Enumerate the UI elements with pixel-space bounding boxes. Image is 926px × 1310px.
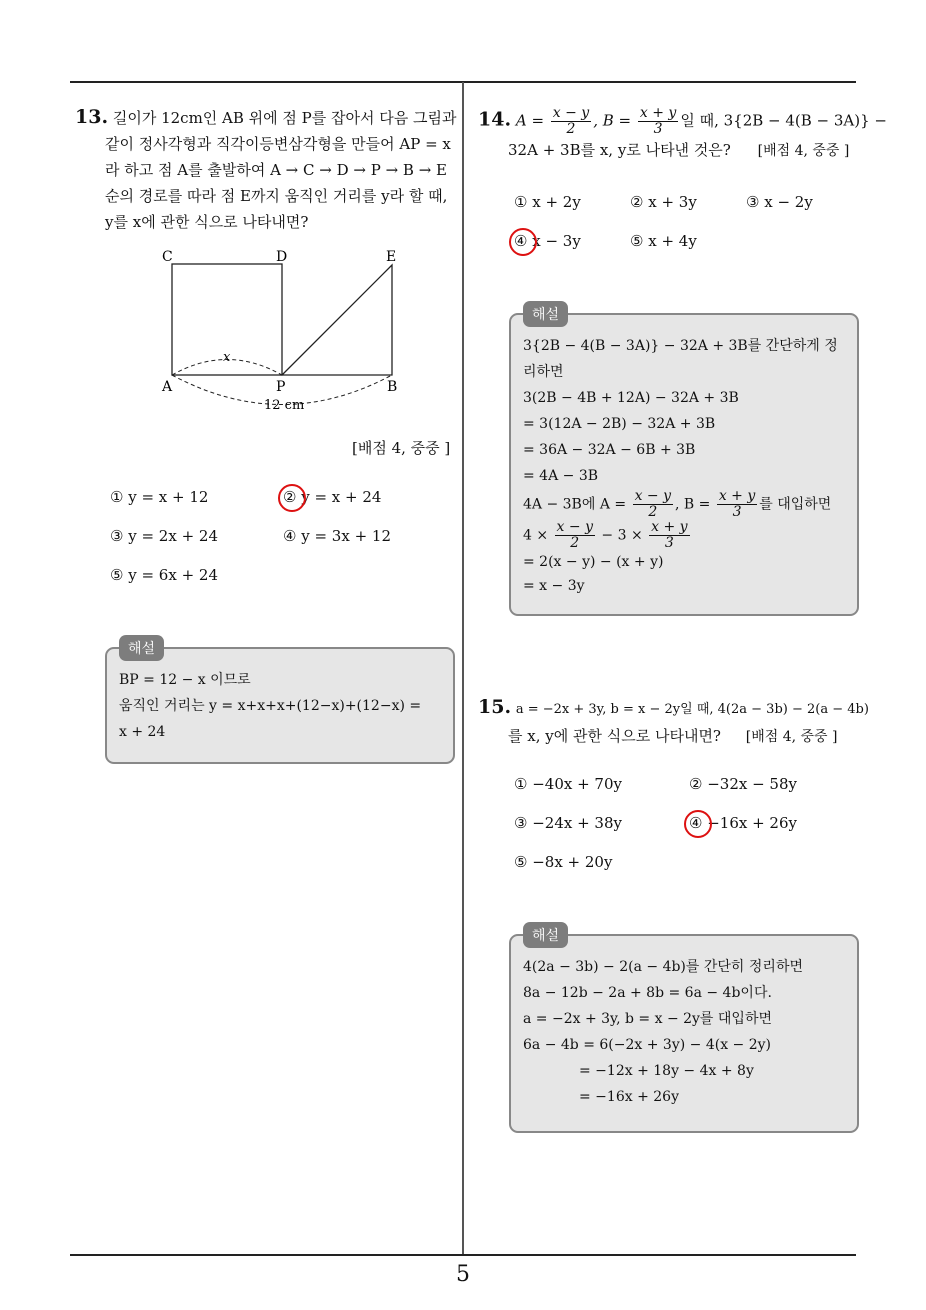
label-P: P — [276, 379, 286, 395]
q13-solution-box — [105, 641, 455, 764]
q15-sol-line-6: = −16x + 26y — [579, 1089, 679, 1105]
q14-score: [배점 4, 중중 ] — [757, 143, 850, 159]
q14-sol-line-3: 3(2B − 4B + 12A) − 32A + 3B — [523, 390, 739, 406]
q13-choice-1[interactable]: ① y = x + 12 — [110, 488, 209, 506]
q14-choice-2[interactable]: ② x + 3y — [630, 193, 697, 211]
question-14 — [478, 105, 888, 164]
label-C: C — [162, 249, 173, 265]
q13-solution-tag: 해설 — [119, 635, 164, 661]
q14-choice-5[interactable]: ⑤ x + 4y — [630, 232, 697, 250]
q14-sol-line-9: = 2(x − y) − (x + y) — [523, 554, 664, 570]
q13-figure — [150, 244, 420, 414]
q14-answer-mark-icon — [509, 228, 537, 256]
q15-number: 15. — [478, 696, 512, 718]
q13-sol-line-1: BP = 12 − x 이므로 — [119, 672, 251, 688]
q15-sol-line-5: = −12x + 18y − 4x + 8y — [579, 1063, 754, 1079]
label-12cm: 12 cm — [264, 398, 305, 413]
q13-score: [배점 4, 중중 ] — [352, 439, 451, 457]
q14-line-2: 32A + 3B를 x, y로 나타낸 것은? [배점 4, 중중 ] — [508, 141, 850, 159]
q15-choice-5[interactable]: ⑤ −8x + 20y — [514, 853, 613, 871]
q14-choice-1[interactable]: ① x + 2y — [514, 193, 581, 211]
q14-sol-line-1: 3{2B − 4(B − 3A)} − 32A + 3B를 간단하게 정 — [523, 338, 838, 354]
column-divider — [462, 82, 464, 1256]
q14-sol-line-10: = x − 3y — [523, 578, 585, 594]
q15-line-2: 를 x, y에 관한 식으로 나타내면? [배점 4, 중중 ] — [508, 727, 838, 745]
q14-choice-4[interactable]: ④ x − 3y — [514, 232, 581, 250]
q14-solution-tag: 해설 — [523, 301, 568, 327]
q14-sol-line-5: = 36A − 32A − 6B + 3B — [523, 442, 696, 458]
label-A: A — [162, 379, 173, 395]
page-number: 5 — [456, 1262, 470, 1287]
q15-line-1: 15. a = −2x + 3y, b = x − 2y일 때, 4(2a − 3b) − 2(a − 4b) — [478, 696, 869, 718]
q13-line-4: 순의 경로를 따라 점 E까지 움직인 거리를 y라 할 때, — [105, 187, 448, 205]
q15-sol-line-2: 8a − 12b − 2a + 8b = 6a − 4b이다. — [523, 985, 772, 1001]
q14-sol-line-6: = 4A − 3B — [523, 468, 599, 484]
question-15 — [478, 694, 869, 750]
q13-sol-line-2: 움직인 거리는 y = x+x+x+(12−x)+(12−x) = — [119, 698, 422, 714]
q14-number: 14. — [478, 108, 512, 131]
q15-choice-3[interactable]: ③ −24x + 38y — [514, 814, 622, 832]
q15-solution-body — [523, 954, 803, 1110]
q14-solution-body — [523, 333, 838, 599]
q14-choice-3[interactable]: ③ x − 2y — [746, 193, 813, 211]
q15-answer-mark-icon — [684, 810, 712, 838]
q14-line-1: 14. A = $\frac{x - y}{2}$ , B = $\frac{x + y}{3}$ 일 때, 3{2B − 4(B − 3A)} − — [478, 105, 888, 137]
q14-frac-B: $\frac{x + y}{3}$ — [639, 105, 677, 137]
label-B: B — [387, 379, 398, 395]
q13-line-3: 라 하고 점 A를 출발하여 A → C → D → P → B → E — [105, 161, 448, 179]
q13-line-1: 13. 길이가 12cm인 AB 위에 점 P를 잡아서 다음 그림과 — [75, 106, 457, 128]
q15-choice-2[interactable]: ② −32x − 58y — [689, 775, 797, 793]
question-13 — [75, 104, 460, 235]
label-x: x — [223, 350, 231, 365]
q14-sol-line-4: = 3(12A − 2B) − 32A + 3B — [523, 416, 716, 432]
q13-sol-line-3: x + 24 — [119, 724, 166, 740]
q15-choice-1[interactable]: ① −40x + 70y — [514, 775, 622, 793]
bottom-rule — [70, 1254, 856, 1256]
q15-score: [배점 4, 중중 ] — [745, 729, 838, 745]
q14-sol-line-7: 4A − 3B에 A = $\frac{x - y}{2}$ , B = $\frac{x + y}{3}$ 를 대입하면 — [523, 488, 832, 520]
q15-sol-line-1: 4(2a − 3b) − 2(a − 4b)를 간단히 정리하면 — [523, 959, 803, 975]
q13-choice-4[interactable]: ④ y = 3x + 12 — [283, 527, 391, 545]
q15-solution-box — [509, 928, 859, 1133]
q15-sol-line-4: 6a − 4b = 6(−2x + 3y) − 4(x − 2y) — [523, 1037, 772, 1053]
q13-solution-body — [119, 667, 421, 745]
right-isosceles-triangle — [282, 265, 392, 375]
q13-choice-3[interactable]: ③ y = 2x + 24 — [110, 527, 218, 545]
q14-sol-line-8: 4 × $\frac{x - y}{2}$ − 3 × $\frac{x + y}{3}$ — [523, 519, 688, 551]
label-E: E — [386, 249, 397, 265]
q14-sol-line-2: 리하면 — [523, 364, 564, 380]
q15-sol-line-3: a = −2x + 3y, b = x − 2y를 대입하면 — [523, 1011, 773, 1027]
q13-answer-mark-icon — [278, 484, 306, 512]
label-D: D — [276, 249, 288, 265]
q14-solution-box — [509, 307, 859, 616]
q14-frac-A: $\frac{x - y}{2}$ — [552, 105, 590, 137]
q15-solution-tag: 해설 — [523, 922, 568, 948]
q13-choice-2[interactable]: ② y = x + 24 — [283, 488, 382, 506]
q13-line-2: 같이 정사각형과 직각이등변삼각형을 만들어 AP = x — [105, 135, 451, 153]
q13-line-5: y를 x에 관한 식으로 나타내면? — [105, 213, 309, 231]
q13-number: 13. — [75, 106, 109, 128]
q15-choice-4[interactable]: ④ −16x + 26y — [689, 814, 797, 832]
q13-choice-5[interactable]: ⑤ y = 6x + 24 — [110, 566, 218, 584]
